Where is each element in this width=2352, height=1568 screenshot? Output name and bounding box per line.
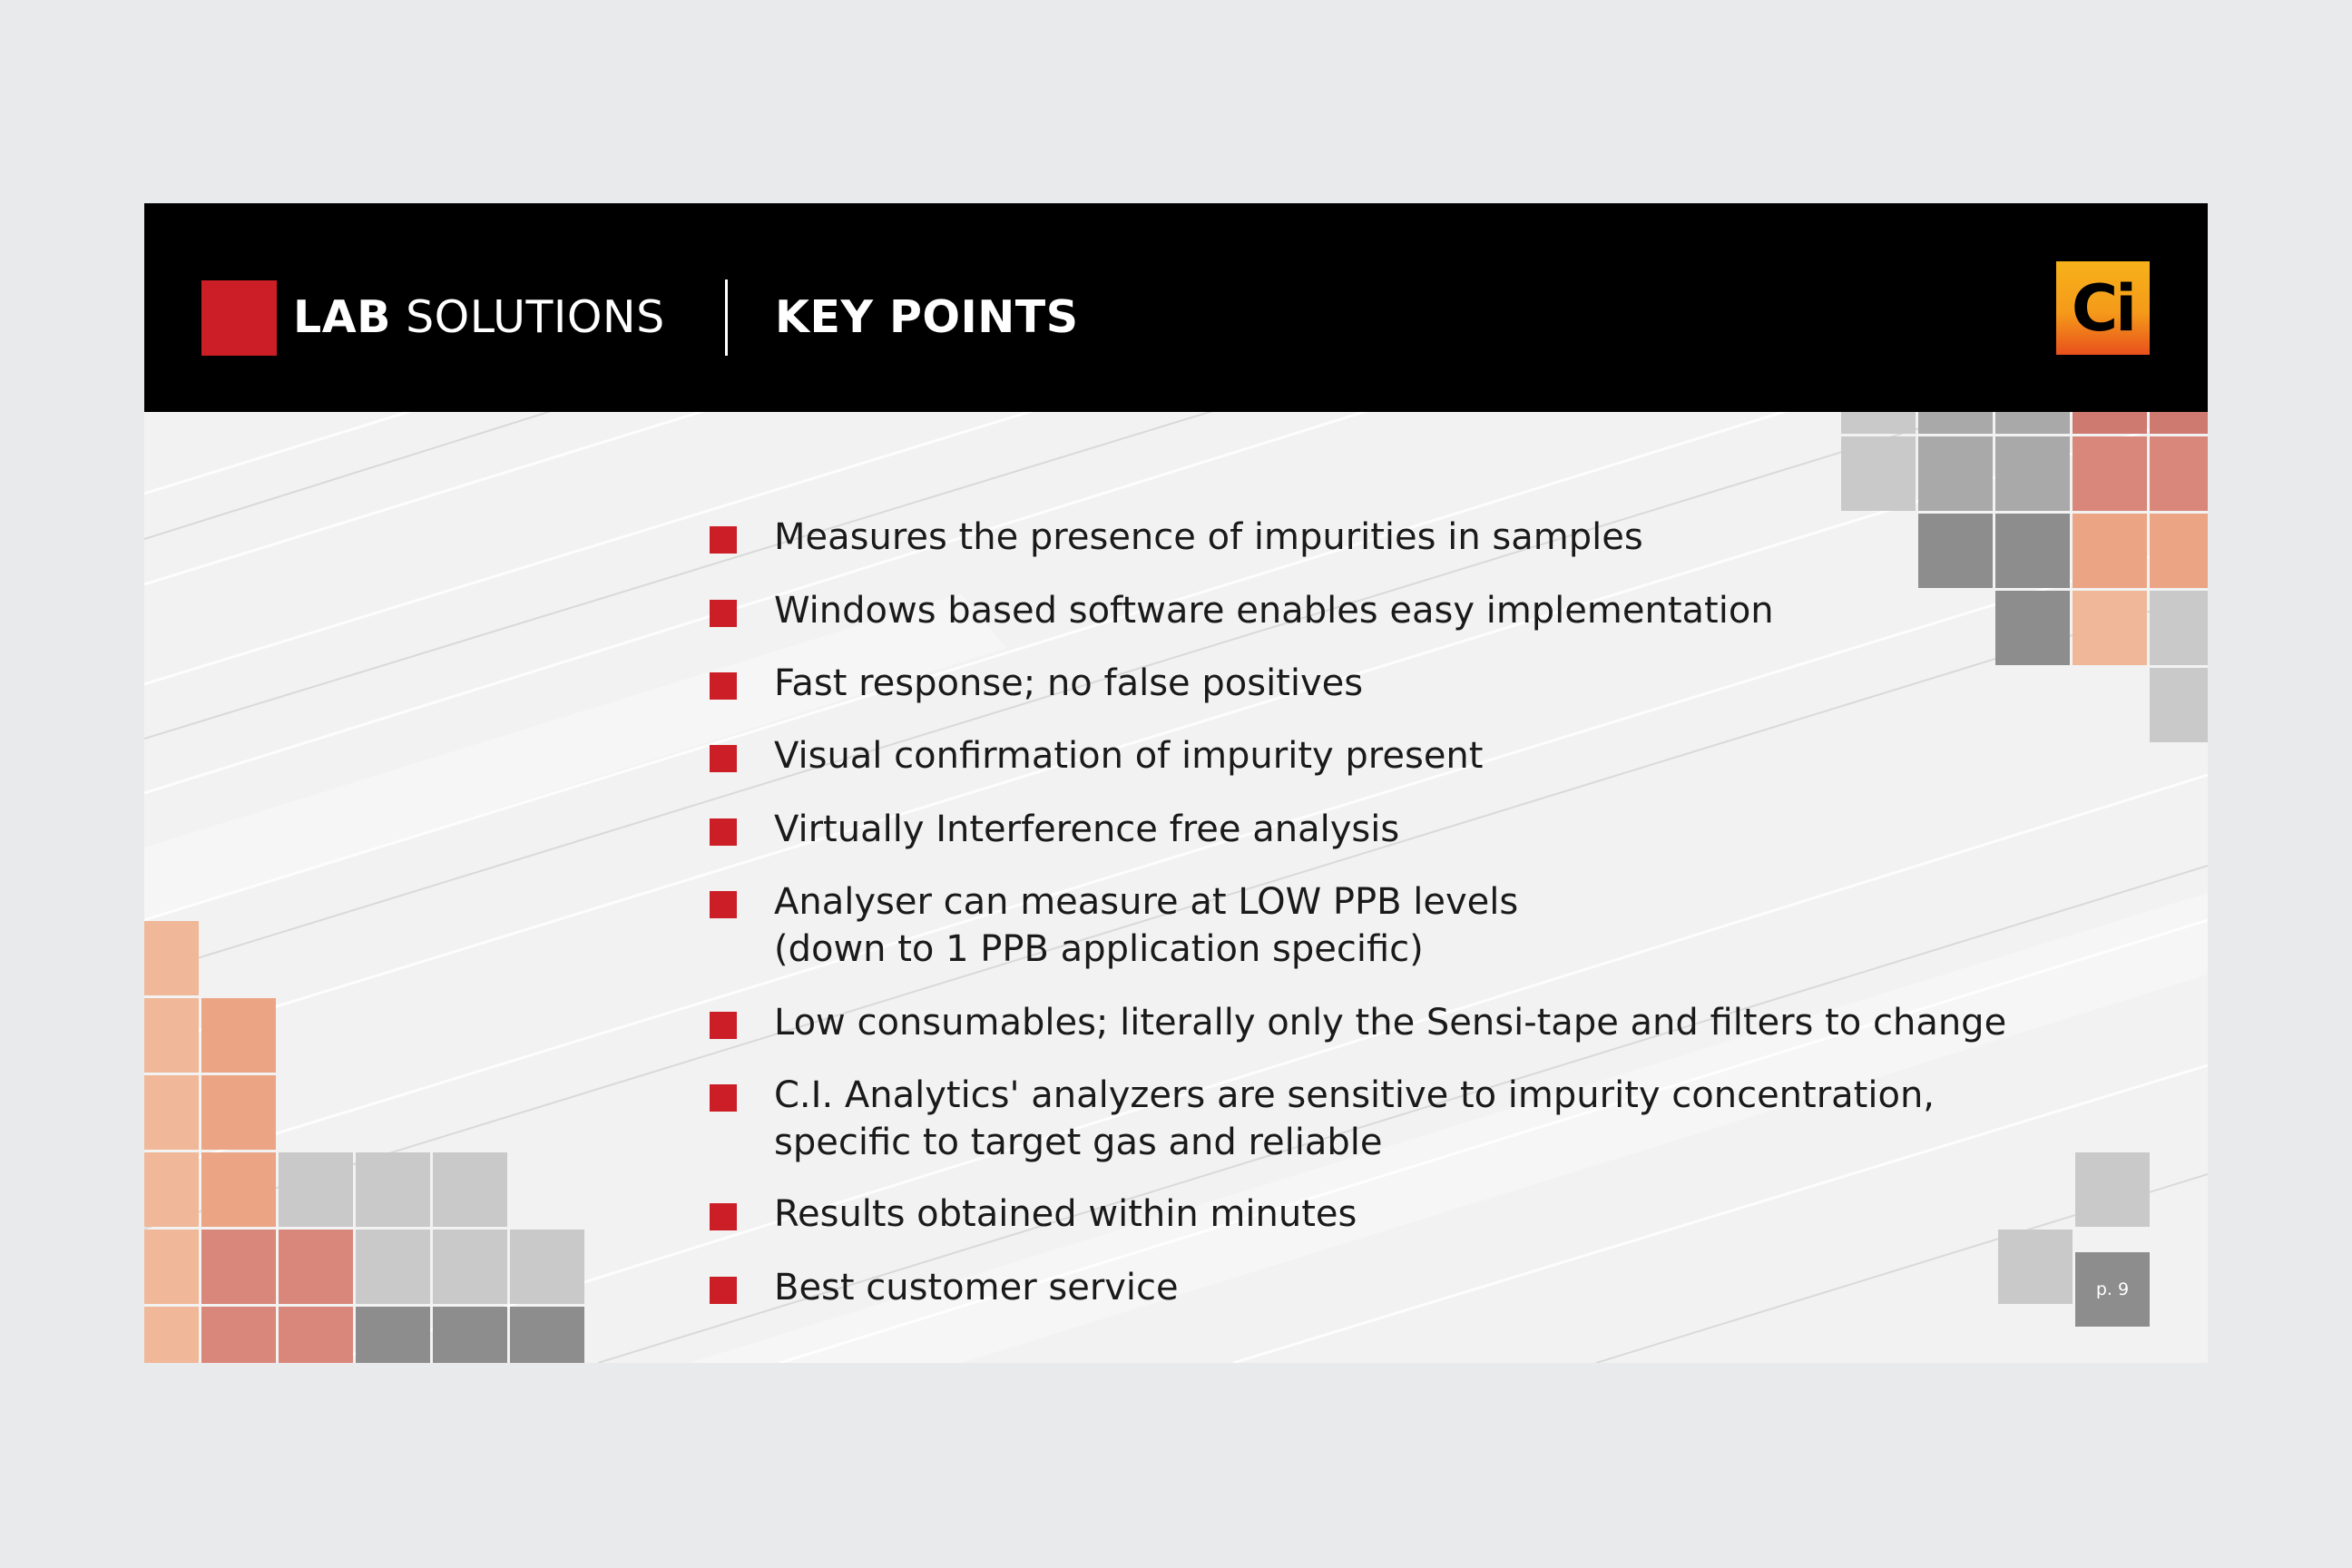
- decor-tile: [1918, 436, 1993, 511]
- decor-tile: [1918, 514, 1993, 588]
- decor-tile: [356, 1230, 430, 1304]
- bullet-marker: [710, 818, 737, 846]
- decor-tile: [1995, 514, 2070, 588]
- decor-tile: [2073, 436, 2147, 511]
- bullet-text: Virtually Interference free analysis: [774, 808, 1400, 850]
- decor-tile: [144, 1230, 199, 1304]
- bullet-item: [710, 806, 1399, 853]
- brand-title: [293, 292, 665, 343]
- decor-tile: [2073, 514, 2147, 588]
- decor-tile: [201, 1152, 276, 1227]
- decor-tile: [279, 1230, 353, 1304]
- bullet-item: [710, 1191, 1357, 1238]
- decor-tile: [2150, 436, 2208, 511]
- decor-tile: [1995, 436, 2070, 511]
- decor-tile: [144, 921, 199, 995]
- brand-red-square: [201, 280, 277, 356]
- decor-tile: [2075, 1152, 2150, 1227]
- bullet-marker: [710, 891, 737, 918]
- bullet-text: Results obtained within minutes: [774, 1193, 1357, 1235]
- decor-tile: [2150, 514, 2208, 588]
- brand-title-regular: SOLUTIONS: [406, 291, 665, 343]
- bullet-item: [710, 1264, 1179, 1311]
- bullet-text: Visual confirmation of impurity present: [774, 735, 1484, 777]
- decor-tile: [1995, 591, 2070, 665]
- bullet-text: Fast response; no false positives: [774, 662, 1364, 704]
- decor-tile: [1918, 412, 1993, 434]
- bullet-item: [710, 878, 1518, 973]
- bullet-marker: [710, 1084, 737, 1112]
- decor-tile: [144, 1307, 199, 1363]
- decor-tile: [201, 998, 276, 1073]
- bullet-text: Low consumables; literally only the Sensi-tape and filters to change: [774, 1002, 2007, 1044]
- bullet-text: Windows based software enables easy implementation: [774, 590, 1774, 632]
- bullet-text: Best customer service: [774, 1267, 1179, 1308]
- bullet-marker: [710, 526, 737, 554]
- decor-tile: [510, 1307, 584, 1363]
- bullet-item: [710, 1072, 1935, 1166]
- decor-tile: [144, 1075, 199, 1150]
- brand-title-bold: LAB: [293, 291, 391, 343]
- bullet-item: [710, 732, 1483, 779]
- decor-tile: [356, 1152, 430, 1227]
- decor-tile: [1841, 436, 1916, 511]
- bullet-text: C.I. Analytics' analyzers are sensitive to impurity concentration,: [774, 1074, 1936, 1116]
- decor-tile: [1841, 412, 1916, 434]
- decor-tile: [1998, 1230, 2073, 1304]
- bullet-marker: [710, 672, 737, 700]
- bullet-marker: [710, 1277, 737, 1304]
- decor-tile: [2073, 412, 2147, 434]
- decor-tile: [356, 1307, 430, 1363]
- decor-tile: [144, 998, 199, 1073]
- decor-tile: [201, 1075, 276, 1150]
- decor-tile: [144, 1152, 199, 1227]
- bullet-text: Analyser can measure at LOW PPB levels: [774, 881, 1519, 923]
- bullet-text: specific to target gas and reliable: [774, 1122, 1383, 1163]
- bullet-text: Measures the presence of impurities in samples: [774, 516, 1643, 558]
- bullet-text: (down to 1 PPB application specific): [774, 928, 1424, 970]
- bullet-marker: [710, 600, 737, 627]
- decor-tile: [2150, 591, 2208, 665]
- page-number: p. 9: [2075, 1252, 2150, 1327]
- decor-tile: [1995, 412, 2070, 434]
- decor-tile: [433, 1307, 507, 1363]
- bullet-marker: [710, 1203, 737, 1230]
- section-title: KEY POINTS: [775, 291, 1079, 343]
- decor-tile: [2073, 591, 2147, 665]
- bullet-marker: [710, 1012, 737, 1039]
- slide: [144, 203, 2208, 1363]
- header-divider: [725, 279, 728, 356]
- bullet-item: [710, 514, 1643, 561]
- ci-logo: Ci: [2056, 261, 2150, 355]
- bullet-item: [710, 587, 1774, 634]
- decor-tile: [279, 1307, 353, 1363]
- decor-tile: [201, 1307, 276, 1363]
- decor-tile: [433, 1152, 507, 1227]
- decor-tile: [2150, 412, 2208, 434]
- slide-header: [144, 203, 2208, 412]
- decor-tile: [279, 1152, 353, 1227]
- decor-tile: [433, 1230, 507, 1304]
- bullet-item: [710, 999, 2006, 1046]
- bullet-marker: [710, 745, 737, 772]
- decor-tile: [201, 1230, 276, 1304]
- bullet-item: [710, 660, 1363, 707]
- decor-tile: [510, 1230, 584, 1304]
- decor-tile: [2150, 668, 2208, 742]
